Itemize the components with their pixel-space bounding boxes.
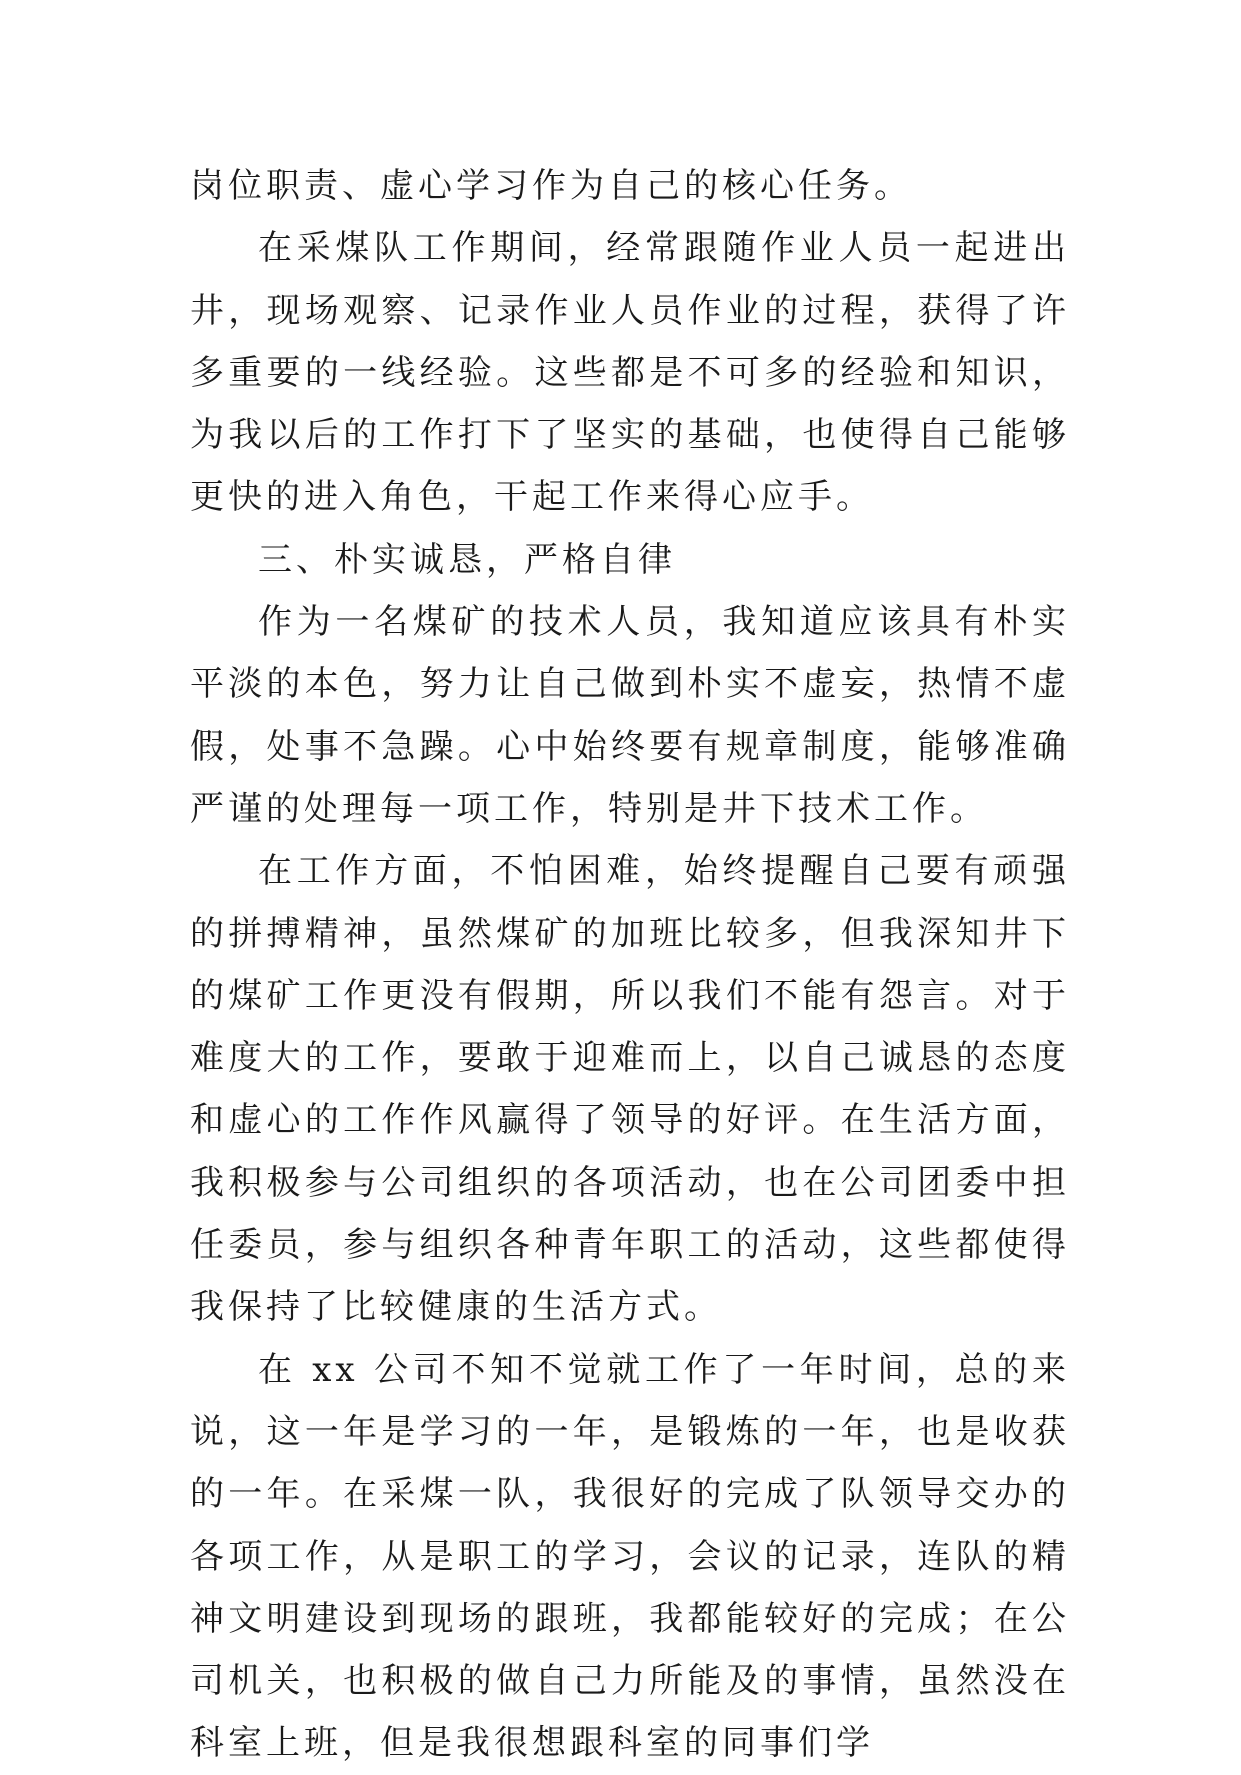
paragraph-work-and-life: 在工作方面，不怕困难，始终提醒自己要有顽强的拼搏精神，虽然煤矿的加班比较多，但我深知井下的煤矿工作更没有假期，所以我们不能有怨言。对于难度大的工作，要敢于迎难而上，以自己诚恳的态度和虚心的工作作风赢得了领导的好评。在生活方面，我积极参与公司组织的各项活动，也在公司团委中担任委员，参与组织各种青年职工的活动，这些都使得我保持了比较健康的生活方式。 [190,851,1070,1328]
paragraph-technical-staff: 作为一名煤矿的技术人员，我知道应该具有朴实平淡的本色，努力让自己做到朴实不虚妄，热情不虚假，处事不急躁。心中始终要有规章制度，能够准确严谨的处理每一项工作，特别是井下技术工作。 [190,602,1070,829]
body-text [190,155,1070,1775]
section-heading-honest-disciplined: 三、朴实诚恳，严格自律 [258,539,676,580]
paragraph-year-summary: 在 xx 公司不知不觉就工作了一年时间，总的来说，这一年是学习的一年，是锻炼的一年，也是收获的一年。在采煤一队，我很好的完成了队领导交办的各项工作，从是职工的学习，会议的记录，连队的精神文明建设到现场的跟班，我都能较好的完成；在公司机关，也积极的做自己力所能及的事情，虽然没在科室上班，但是我很想跟科室的同事们学 [190,1349,1070,1764]
paragraph-coal-team-experience: 在采煤队工作期间，经常跟随作业人员一起进出井，现场观察、记录作业人员作业的过程，获得了许多重要的一线经验。这些都是不可多的经验和知识，为我以后的工作打下了坚实的基础，也使得自己能够更快的进入角色，干起工作来得心应手。 [190,228,1070,518]
paragraph-continuation: 岗位职责、虚心学习作为自己的核心任务。 [190,166,912,206]
